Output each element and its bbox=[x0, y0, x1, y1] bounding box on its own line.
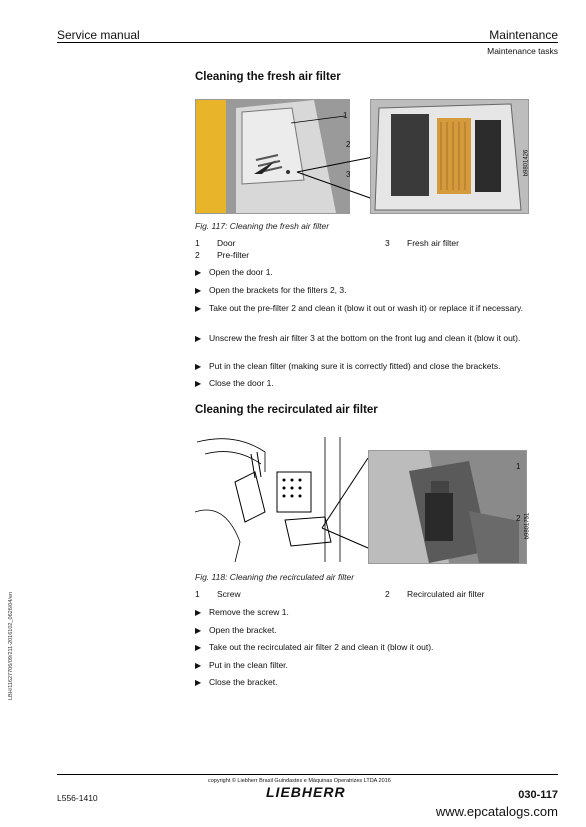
arrow-right-icon: ▶ bbox=[195, 286, 202, 295]
figure-117-legend bbox=[195, 238, 535, 262]
callout-1: 1 bbox=[343, 111, 348, 120]
callout-3: 3 bbox=[346, 170, 351, 179]
figure-117-detail bbox=[346, 99, 530, 214]
page-number: 030-117 bbox=[518, 789, 558, 801]
footer-doc-number: L556-1410 bbox=[57, 793, 98, 803]
figure-117-leaders bbox=[195, 99, 375, 212]
legend-num: 2 bbox=[195, 250, 200, 260]
legend-num: 2 bbox=[385, 589, 390, 599]
legend-label: Door bbox=[217, 238, 236, 248]
filter-photo bbox=[371, 100, 528, 213]
arrow-right-icon: ▶ bbox=[195, 304, 202, 313]
footer-copyright: copyright © Liebherr Brasil Guindastes e Máquinas Operatrizes LTDA 2016 bbox=[208, 778, 391, 784]
side-document-id: LBH/11627706/09/211-2016102_0626/04/en bbox=[8, 591, 14, 700]
watermark-link[interactable]: www.epcatalogs.com bbox=[435, 804, 558, 819]
callout-2: 2 bbox=[346, 140, 351, 149]
arrow-right-icon: ▶ bbox=[195, 608, 202, 617]
arrow-right-icon: ▶ bbox=[195, 643, 202, 652]
footer-rule bbox=[57, 774, 558, 775]
arrow-right-icon: ▶ bbox=[195, 661, 202, 670]
arrow-right-icon: ▶ bbox=[195, 334, 202, 343]
arrow-right-icon: ▶ bbox=[195, 379, 202, 388]
figure-118-detail bbox=[368, 450, 531, 564]
header-rule bbox=[57, 42, 558, 43]
section-title-fresh-air: Cleaning the fresh air filter bbox=[195, 71, 341, 83]
arrow-right-icon: ▶ bbox=[195, 268, 202, 277]
callout-1: 1 bbox=[516, 462, 521, 471]
figure-118-caption: Fig. 118: Cleaning the recirculated air filter bbox=[195, 572, 355, 582]
legend-label: Screw bbox=[217, 589, 241, 599]
callout-2: 2 bbox=[516, 514, 521, 523]
figure-117-code: b9801426 bbox=[523, 149, 530, 177]
arrow-right-icon: ▶ bbox=[195, 626, 202, 635]
legend-num: 1 bbox=[195, 238, 200, 248]
figure-118-legend bbox=[195, 589, 535, 601]
legend-num: 1 bbox=[195, 589, 200, 599]
recirc-filter-photo bbox=[369, 451, 526, 563]
figure-117-caption: Fig. 117: Cleaning the fresh air filter bbox=[195, 221, 330, 231]
header-section: Maintenance bbox=[489, 28, 558, 42]
legend-label: Pre-filter bbox=[217, 250, 250, 260]
legend-label: Recirculated air filter bbox=[407, 589, 485, 599]
header-subsection: Maintenance tasks bbox=[487, 46, 558, 56]
arrow-right-icon: ▶ bbox=[195, 362, 202, 371]
arrow-right-icon: ▶ bbox=[195, 678, 202, 687]
section-title-recirculated-air: Cleaning the recirculated air filter bbox=[195, 404, 378, 416]
legend-label: Fresh air filter bbox=[407, 238, 459, 248]
header-title: Service manual bbox=[57, 28, 140, 42]
legend-num: 3 bbox=[385, 238, 390, 248]
figure-118-code: b9801751 bbox=[524, 512, 531, 540]
figure-118-leaders bbox=[300, 440, 370, 550]
brand-logo: LIEBHERR bbox=[266, 784, 346, 800]
